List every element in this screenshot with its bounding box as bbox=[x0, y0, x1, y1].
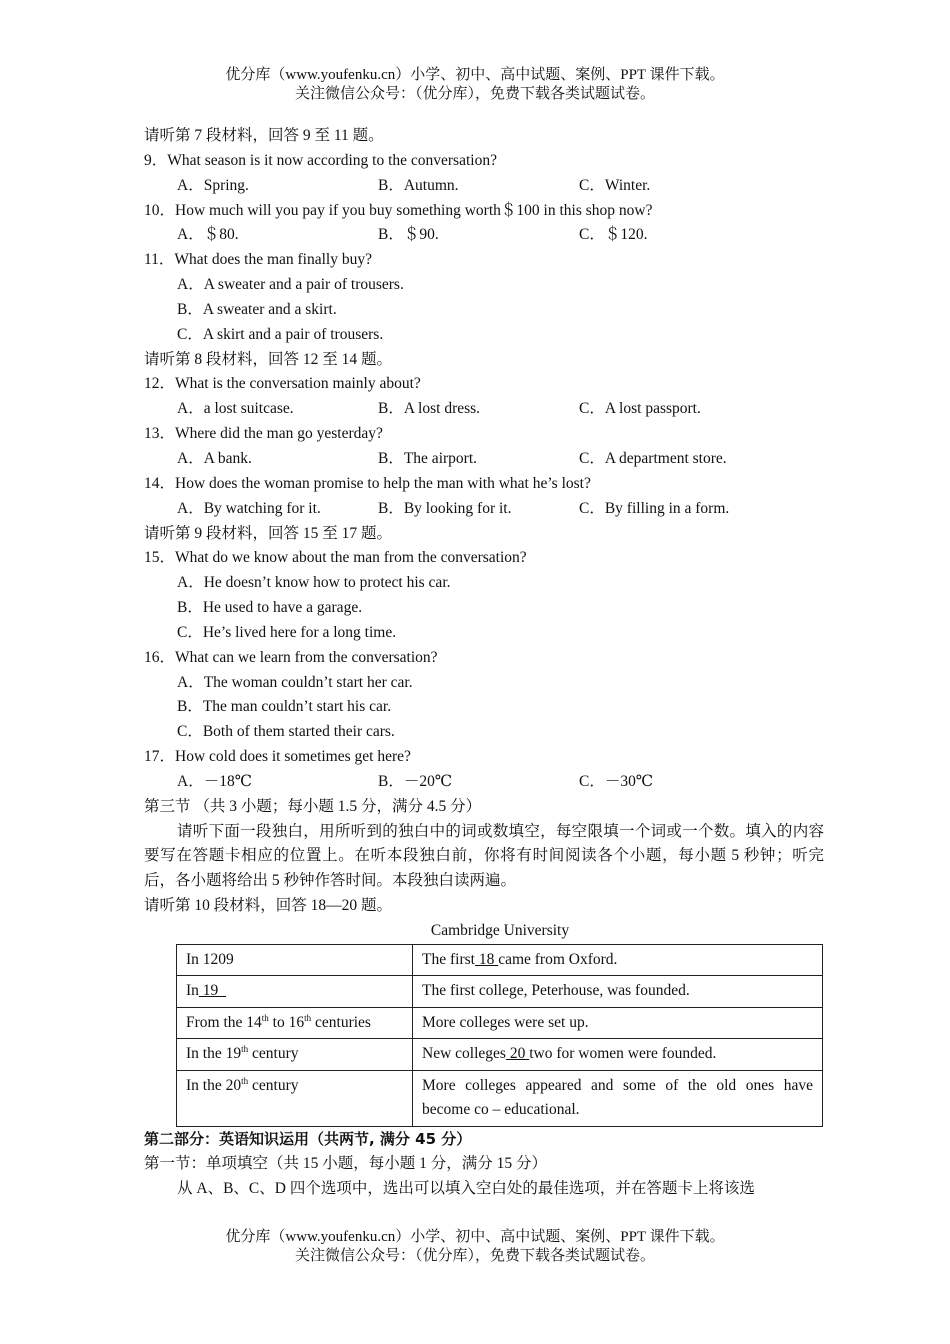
superscript: th bbox=[304, 1012, 312, 1023]
cell-text: The first bbox=[422, 950, 475, 968]
cell-text: to 16 bbox=[268, 1013, 305, 1031]
cell-text: New colleges bbox=[422, 1045, 506, 1063]
table-cell bbox=[177, 1039, 413, 1071]
option-b: B．A sweater and a skirt. bbox=[177, 300, 337, 318]
cell-text: two for women were founded. bbox=[529, 1045, 717, 1063]
cell-text: came from Oxford. bbox=[498, 950, 618, 968]
table-cell bbox=[413, 1007, 823, 1039]
option-c: C．He’s lived here for a long time. bbox=[177, 623, 397, 641]
table-cell bbox=[177, 1070, 413, 1126]
table-cell bbox=[413, 1039, 823, 1071]
question-14-options bbox=[144, 497, 824, 522]
table-title: Cambridge University bbox=[430, 922, 570, 939]
option-a: A．A sweater and a pair of trousers. bbox=[177, 276, 404, 294]
question-13-options bbox=[144, 447, 824, 472]
option-a: A．He doesn’t know how to protect his car. bbox=[177, 574, 451, 592]
section-8-instruction: 请听第 8 段材料，回答 12 至 14 题。 bbox=[144, 350, 393, 368]
option-c: C．By filling in a form. bbox=[579, 499, 730, 517]
part-2-instructions: 从 A、B、C、D 四个选项中，选出可以填入空白处的最佳选项，并在答题卡上将该选 bbox=[177, 1179, 755, 1197]
cell-text: In 1209 bbox=[186, 950, 234, 968]
table-row bbox=[177, 976, 823, 1008]
question-12-stem: 12．What is the conversation mainly about? bbox=[144, 375, 421, 393]
question-10-stem: 10．How much will you pay if you buy something worth＄100 in this shop now? bbox=[144, 201, 653, 219]
section-10-instruction: 请听第 10 段材料，回答 18—20 题。 bbox=[144, 897, 393, 915]
cell-text: centuries bbox=[311, 1013, 371, 1031]
option-c: C．A lost passport. bbox=[579, 400, 701, 418]
table-cell bbox=[413, 944, 823, 976]
option-c: C．Both of them started their cars. bbox=[177, 723, 395, 741]
option-b: B．By looking for it. bbox=[378, 499, 512, 517]
superscript: th bbox=[261, 1012, 269, 1023]
page-footer bbox=[0, 1228, 950, 1266]
table-cell bbox=[177, 976, 413, 1008]
part-3-title: 第三节 （共 3 小题；每小题 1.5 分，满分 4.5 分） bbox=[144, 797, 482, 815]
question-12-options bbox=[144, 397, 824, 422]
part-2-section-1-title: 第一节：单项填空（共 15 小题，每小题 1 分，满分 15 分） bbox=[144, 1154, 548, 1172]
superscript: th bbox=[241, 1075, 249, 1086]
table-row bbox=[177, 1007, 823, 1039]
question-13-stem: 13．Where did the man go yesterday? bbox=[144, 425, 383, 443]
section-7-instruction: 请听第 7 段材料，回答 9 至 11 题。 bbox=[144, 127, 384, 144]
question-9-options bbox=[144, 174, 824, 199]
superscript: th bbox=[241, 1044, 249, 1055]
question-17-stem: 17．How cold does it sometimes get here? bbox=[144, 748, 411, 766]
part-2-title: 第二部分：英语知识运用（共两节, 满分 45 分） bbox=[144, 1129, 472, 1148]
option-c: C．＄120. bbox=[579, 226, 648, 244]
blank-19: 19 bbox=[198, 982, 227, 1000]
blank-20: 20 bbox=[505, 1045, 530, 1063]
page-header bbox=[0, 66, 950, 104]
exam-content bbox=[144, 124, 824, 1201]
option-b: B．The man couldn’t start his car. bbox=[177, 698, 392, 716]
option-a: A．By watching for it. bbox=[177, 499, 321, 517]
option-c: C．A department store. bbox=[579, 449, 727, 467]
cell-text: More colleges appeared and some of the old ones have become co – educational. bbox=[422, 1076, 813, 1119]
table-cell bbox=[177, 944, 413, 976]
option-c: C．A skirt and a pair of trousers. bbox=[177, 325, 384, 343]
cell-text: In the 19 bbox=[186, 1045, 242, 1063]
blank-18: 18 bbox=[474, 950, 499, 968]
option-a: A．The woman couldn’t start her car. bbox=[177, 673, 413, 691]
option-b: B．＄90. bbox=[378, 226, 439, 244]
table-cell bbox=[177, 1007, 413, 1039]
question-17-options bbox=[144, 770, 824, 795]
question-9-stem: 9．What season is it now according to the conversation? bbox=[144, 151, 497, 169]
cell-text: From the 14 bbox=[186, 1013, 262, 1031]
section-9-instruction: 请听第 9 段材料，回答 15 至 17 题。 bbox=[144, 524, 393, 542]
footer-line-2: 关注微信公众号：（优分库），免费下载各类试题试卷。 bbox=[294, 1248, 655, 1264]
option-c: C．－30℃ bbox=[579, 772, 654, 790]
question-11-stem: 11．What does the man finally buy? bbox=[144, 251, 372, 269]
question-14-stem: 14．How does the woman promise to help the man with what he’s lost? bbox=[144, 474, 591, 492]
option-b: B．A lost dress. bbox=[378, 400, 481, 418]
cell-text: century bbox=[248, 1045, 299, 1063]
cell-text: In bbox=[186, 982, 199, 1000]
option-c: C．Winter. bbox=[579, 176, 651, 194]
option-a: A．a lost suitcase. bbox=[177, 400, 294, 418]
option-b: B．He used to have a garage. bbox=[177, 599, 363, 617]
cell-text: century bbox=[248, 1076, 299, 1094]
option-b: B．Autumn. bbox=[378, 176, 459, 194]
question-16-stem: 16．What can we learn from the conversation? bbox=[144, 648, 438, 666]
question-15-stem: 15．What do we know about the man from the conversation? bbox=[144, 549, 527, 567]
table-cell bbox=[413, 976, 823, 1008]
option-a: A．－18℃ bbox=[177, 772, 253, 790]
option-b: B．－20℃ bbox=[378, 772, 453, 790]
table-cell bbox=[413, 1070, 823, 1126]
option-a: A．A bank. bbox=[177, 449, 252, 467]
header-line-1: 优分库（www.youfenku.cn）小学、初中、高中试题、案例、PPT 课件下载。 bbox=[225, 67, 725, 83]
table-row bbox=[177, 1039, 823, 1071]
footer-line-1: 优分库（www.youfenku.cn）小学、初中、高中试题、案例、PPT 课件下载。 bbox=[225, 1229, 725, 1245]
option-a: A．＄80. bbox=[177, 226, 239, 244]
cambridge-table bbox=[176, 944, 823, 1127]
table-row bbox=[177, 944, 823, 976]
table-row bbox=[177, 1070, 823, 1126]
cell-text: In the 20 bbox=[186, 1076, 242, 1094]
cell-text: The first college, Peterhouse, was founded. bbox=[422, 982, 690, 1000]
option-a: A．Spring. bbox=[177, 176, 249, 194]
cell-text: More colleges were set up. bbox=[422, 1013, 589, 1031]
option-b: B．The airport. bbox=[378, 449, 478, 467]
part-3-instructions: 请听下面一段独白，用所听到的独白中的词或数填空，每空限填一个词或一个数。填入的内容要写在答题卡相应的位置上。在听本段独白前，你将有时间阅读各个小题，每小题 5 秒钟；听完后，各小题将给出 5 秒钟作答时间。本段独白读两遍。 bbox=[144, 822, 824, 890]
header-line-2: 关注微信公众号：（优分库），免费下载各类试题试卷。 bbox=[294, 86, 655, 102]
question-10-options bbox=[144, 223, 824, 248]
